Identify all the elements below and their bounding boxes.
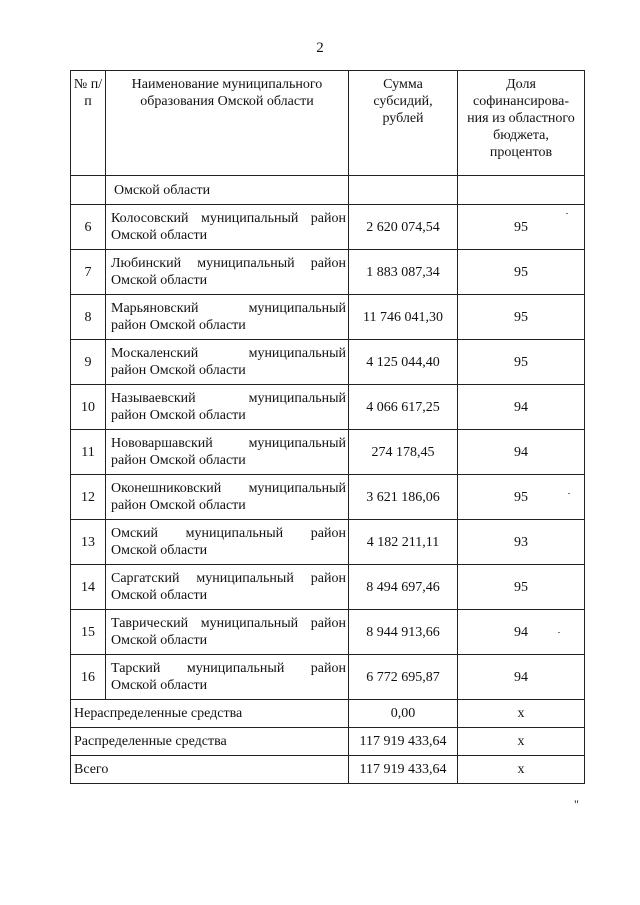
municipality-name-line2: Омской области: [111, 273, 208, 288]
continuation-text: Омской области: [106, 176, 349, 205]
continuation-row: [71, 176, 585, 205]
subsidy-table: [70, 70, 585, 784]
municipality-name-line2: Омской области: [111, 678, 208, 693]
row-number: 13: [71, 520, 106, 565]
table-row: [71, 295, 585, 340]
municipality-name-cell: [106, 520, 349, 565]
total-label: Нераспределенные средства: [71, 700, 349, 728]
municipality-name-cell: [106, 385, 349, 430]
municipality-name-line2: Омской области: [111, 588, 208, 603]
subsidy-sum: 8 494 697,46: [349, 565, 458, 610]
data-rows: [71, 205, 585, 700]
cofinancing-share: 95: [458, 250, 585, 295]
municipality-name-line1: Нововаршавский муниципальный: [111, 436, 346, 451]
row-number: 11: [71, 430, 106, 475]
table-row: [71, 385, 585, 430]
cofinancing-share: 94: [458, 610, 585, 655]
municipality-name-line1: Таврический муниципальный район: [111, 616, 346, 631]
table-row: [71, 430, 585, 475]
table-row: [71, 475, 585, 520]
municipality-name-line2: Омской области: [111, 633, 208, 648]
total-sum: 0,00: [349, 700, 458, 728]
total-label: Распределенные средства: [71, 728, 349, 756]
continuation-share-cell: [458, 176, 585, 205]
total-share: x: [458, 700, 585, 728]
row-number: 16: [71, 655, 106, 700]
cofinancing-share: 94: [458, 385, 585, 430]
municipality-name-cell: [106, 430, 349, 475]
cofinancing-share: 94: [458, 655, 585, 700]
table-row: [71, 565, 585, 610]
table-row: [71, 205, 585, 250]
table-row: [71, 520, 585, 565]
municipality-name-line2: район Омской области: [111, 363, 246, 378]
total-share: x: [458, 728, 585, 756]
municipality-name-line2: район Омской области: [111, 318, 246, 333]
total-row: [71, 700, 585, 728]
municipality-name-cell: [106, 475, 349, 520]
cofinancing-share: 93: [458, 520, 585, 565]
subsidy-sum: 3 621 186,06: [349, 475, 458, 520]
municipality-name-cell: [106, 610, 349, 655]
subsidy-sum: 6 772 695,87: [349, 655, 458, 700]
total-row: [71, 756, 585, 784]
municipality-name-line1: Омский муниципальный район: [111, 526, 346, 541]
municipality-name-line1: Москаленский муниципальный: [111, 346, 346, 361]
row-number: 8: [71, 295, 106, 340]
row-number: 15: [71, 610, 106, 655]
municipality-name-line1: Любинский муниципальный район: [111, 256, 346, 271]
municipality-name-cell: [106, 340, 349, 385]
table-row: [71, 340, 585, 385]
municipality-name-line1: Называевский муниципальный: [111, 391, 346, 406]
scan-speck: [566, 213, 568, 214]
header-sum: Сумма субсидий, рублей: [349, 71, 458, 176]
cofinancing-share: 95: [458, 295, 585, 340]
row-number: 6: [71, 205, 106, 250]
subsidy-sum: 8 944 913,66: [349, 610, 458, 655]
closing-quote-mark: ": [574, 797, 579, 811]
municipality-name-line2: район Омской области: [111, 498, 246, 513]
municipality-name-cell: [106, 250, 349, 295]
municipality-name-line2: район Омской области: [111, 453, 246, 468]
total-sum: 117 919 433,64: [349, 756, 458, 784]
subsidy-sum: 4 125 044,40: [349, 340, 458, 385]
total-label: Всего: [71, 756, 349, 784]
header-share: Доля софинансирова-ния из областного бюджета, процентов: [458, 71, 585, 176]
subsidy-sum: 4 066 617,25: [349, 385, 458, 430]
total-sum: 117 919 433,64: [349, 728, 458, 756]
municipality-name-line1: Марьяновский муниципальный: [111, 301, 346, 316]
cofinancing-share: 95: [458, 475, 585, 520]
subsidy-sum: 274 178,45: [349, 430, 458, 475]
total-row: [71, 728, 585, 756]
header-num: № п/п: [71, 71, 106, 176]
subsidy-sum: 4 182 211,11: [349, 520, 458, 565]
municipality-name-cell: [106, 565, 349, 610]
cofinancing-share: 94: [458, 430, 585, 475]
row-number: 10: [71, 385, 106, 430]
page-number: 2: [316, 40, 324, 56]
scan-speck: [568, 493, 570, 494]
municipality-name-cell: [106, 205, 349, 250]
subsidy-sum: 2 620 074,54: [349, 205, 458, 250]
continuation-sum-cell: [349, 176, 458, 205]
row-number: 14: [71, 565, 106, 610]
table-header-row: [71, 71, 585, 176]
municipality-name-cell: [106, 655, 349, 700]
cofinancing-share: 95: [458, 340, 585, 385]
table-row: [71, 250, 585, 295]
municipality-name-line2: район Омской области: [111, 408, 246, 423]
municipality-name-line1: Колосовский муниципальный район: [111, 211, 346, 226]
total-rows: [71, 700, 585, 784]
table-row: [71, 655, 585, 700]
row-number: 12: [71, 475, 106, 520]
continuation-num-cell: [71, 176, 106, 205]
municipality-name-line1: Тарский муниципальный район: [111, 661, 346, 676]
total-share: x: [458, 756, 585, 784]
cofinancing-share: 95: [458, 205, 585, 250]
cofinancing-share: 95: [458, 565, 585, 610]
municipality-name-line2: Омской области: [111, 543, 208, 558]
municipality-name-line2: Омской области: [111, 228, 208, 243]
subsidy-sum: 11 746 041,30: [349, 295, 458, 340]
municipality-name-line1: Оконешниковский муниципальный: [111, 481, 346, 496]
header-name: Наименование муниципального образования Омской области: [106, 71, 349, 176]
subsidy-sum: 1 883 087,34: [349, 250, 458, 295]
municipality-name-cell: [106, 295, 349, 340]
scan-speck: [558, 632, 560, 633]
row-number: 9: [71, 340, 106, 385]
municipality-name-line1: Саргатский муниципальный район: [111, 571, 346, 586]
row-number: 7: [71, 250, 106, 295]
table-row: [71, 610, 585, 655]
